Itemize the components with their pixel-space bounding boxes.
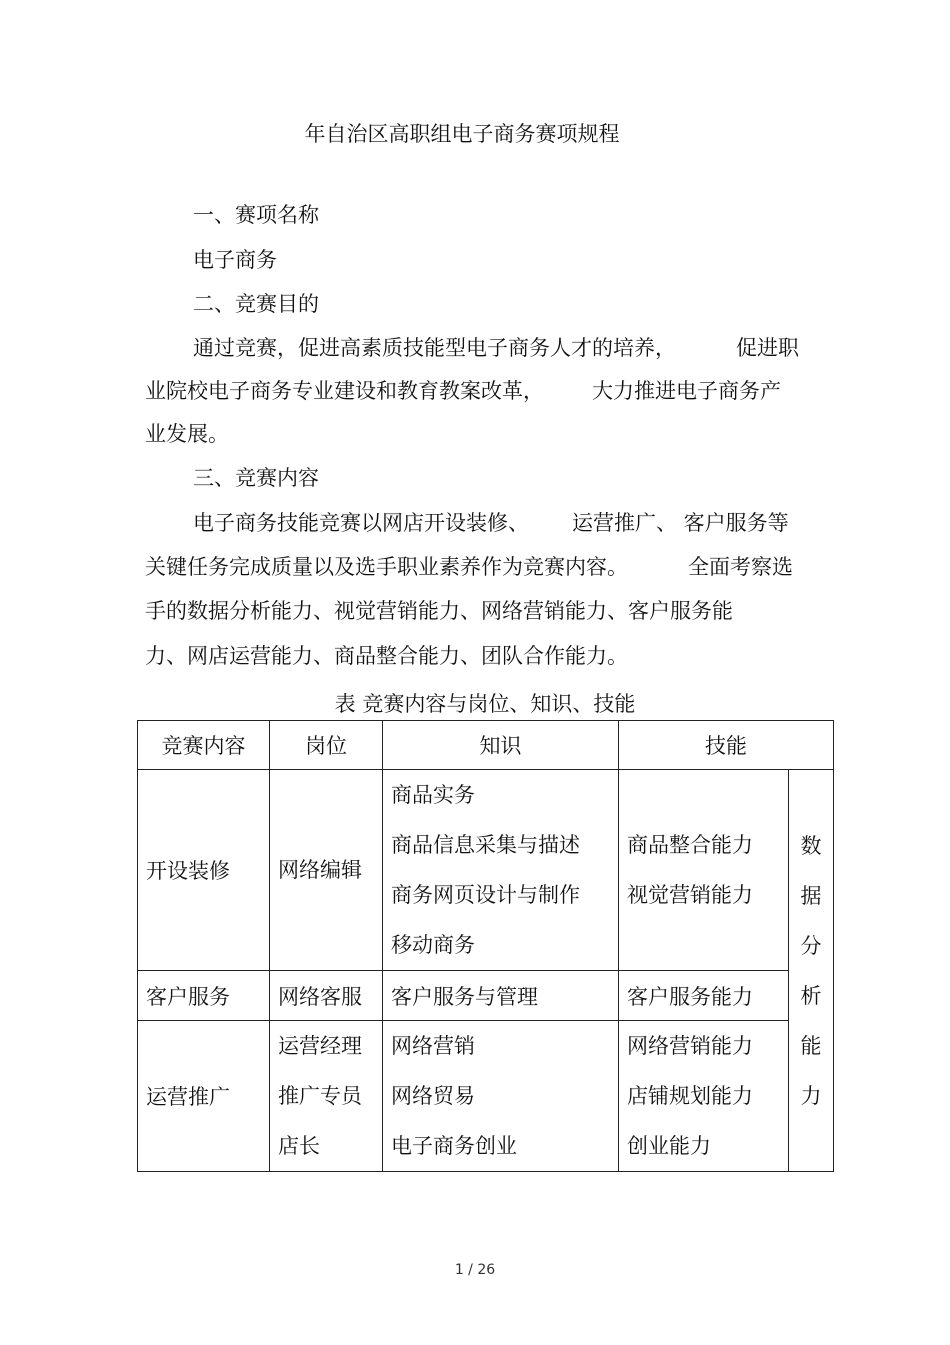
shared-skill-char: 力 <box>800 1083 822 1108</box>
paragraph-3-line-2b: 全面考察选 <box>688 555 793 579</box>
header-skills: 技能 <box>619 721 834 770</box>
row-1-skills <box>619 770 789 971</box>
row-2-knowledge: 客户服务与管理 <box>383 971 619 1021</box>
row-1-content: 开设装修 <box>138 770 270 971</box>
table-row <box>138 971 834 1021</box>
section-heading-3: 三、竞赛内容 <box>193 466 319 490</box>
row-3-knowledge-item: 电子商务创业 <box>391 1134 517 1158</box>
row-3-post-item: 运营经理 <box>278 1034 362 1058</box>
section-text-1: 电子商务 <box>193 248 277 272</box>
row-3-knowledge-item: 网络贸易 <box>391 1084 475 1108</box>
row-2-post: 网络客服 <box>270 971 383 1021</box>
row-3-skills <box>619 1021 789 1172</box>
row-1-knowledge-item: 商品信息采集与描述 <box>391 833 580 857</box>
table-header-row <box>138 721 834 770</box>
row-3-knowledge-item: 网络营销 <box>391 1034 475 1058</box>
row-3-knowledge <box>383 1021 619 1172</box>
row-3-post-item: 推广专员 <box>278 1084 362 1108</box>
paragraph-2-line-3: 业发展。 <box>145 422 229 446</box>
header-post: 岗位 <box>270 721 383 770</box>
row-2-skills: 客户服务能力 <box>619 971 789 1021</box>
row-1-knowledge <box>383 770 619 971</box>
row-1-post-item: 网络编辑 <box>278 858 362 882</box>
row-3-content: 运营推广 <box>138 1021 270 1172</box>
row-3-skill-item: 网络营销能力 <box>627 1034 753 1058</box>
competition-table <box>137 720 834 1172</box>
paragraph-3-line-2a: 关键任务完成质量以及选手职业素养作为竞赛内容。 <box>145 555 628 579</box>
table-row <box>138 1021 834 1172</box>
table-caption: 表 竞赛内容与岗位、知识、技能 <box>334 692 636 716</box>
page-indicator: 1 / 26 <box>454 1262 496 1278</box>
header-content: 竞赛内容 <box>138 721 270 770</box>
row-1-knowledge-item: 商务网页设计与制作 <box>391 883 580 907</box>
paragraph-3-line-1b: 运营推广、 客户服务等 <box>572 511 789 535</box>
paragraph-3-line-3: 手的数据分析能力、视觉营销能力、网络营销能力、客户服务能 <box>145 599 733 623</box>
row-1-knowledge-item: 移动商务 <box>391 933 475 957</box>
paragraph-2-line-1b: 促进职 <box>736 336 799 360</box>
shared-skill-char: 分 <box>800 933 822 958</box>
row-2-content: 客户服务 <box>138 971 270 1021</box>
document-title: 年自治区高职组电子商务赛项规程 <box>304 122 620 146</box>
section-heading-2: 二、竞赛目的 <box>193 292 319 316</box>
shared-skill-char: 能 <box>800 1033 822 1058</box>
row-1-knowledge-item: 商品实务 <box>391 783 475 807</box>
shared-skill-char: 据 <box>800 883 822 908</box>
shared-skill-char: 析 <box>800 983 822 1008</box>
row-1-skill-item: 视觉营销能力 <box>627 883 753 907</box>
row-3-post-item: 店长 <box>278 1134 320 1158</box>
row-3-skill-item: 店铺规划能力 <box>627 1084 753 1108</box>
paragraph-3-line-1a: 电子商务技能竞赛以网店开设装修、 <box>193 511 529 535</box>
paragraph-2-line-2a: 业院校电子商务专业建设和教育教案改革， <box>145 379 544 403</box>
row-3-post <box>270 1021 383 1172</box>
header-knowledge: 知识 <box>383 721 619 770</box>
row-3-skill-item: 创业能力 <box>627 1134 711 1158</box>
paragraph-2-line-1a: 通过竞赛，促进高素质技能型电子商务人才的培养， <box>193 336 676 360</box>
section-heading-1: 一、赛项名称 <box>193 203 319 227</box>
shared-skill-cell <box>789 770 834 1172</box>
table-row <box>138 770 834 971</box>
shared-skill-char: 数 <box>800 833 822 858</box>
row-1-post <box>270 770 383 971</box>
paragraph-3-line-4: 力、网店运营能力、商品整合能力、团队合作能力。 <box>145 644 628 668</box>
row-1-skill-item: 商品整合能力 <box>627 833 753 857</box>
paragraph-2-line-2b: 大力推进电子商务产 <box>592 379 781 403</box>
